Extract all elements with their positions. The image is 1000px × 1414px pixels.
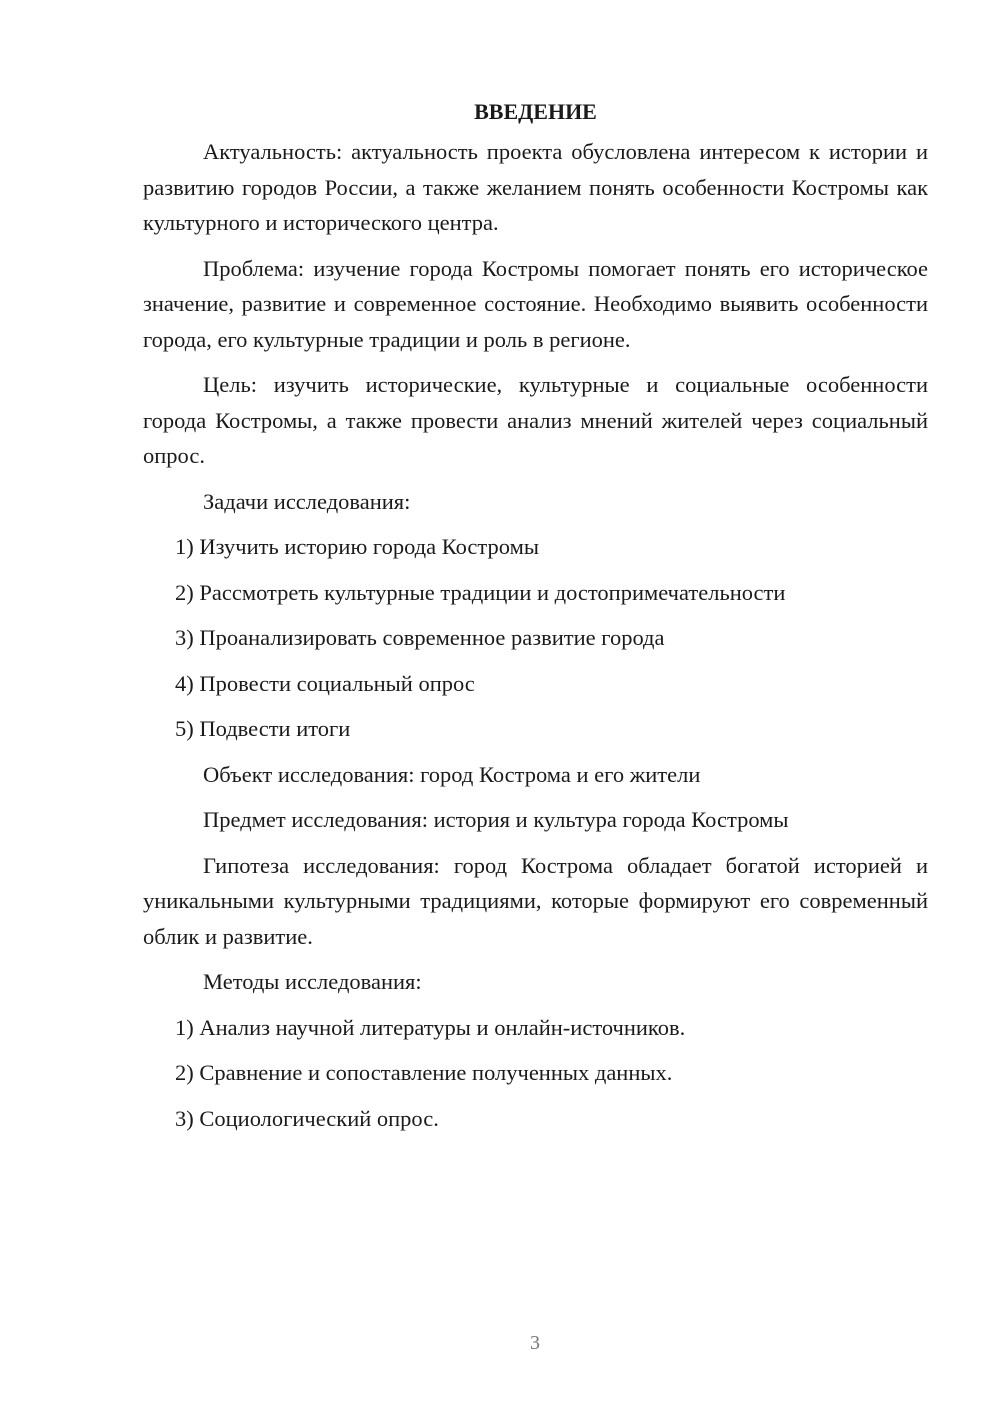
method-item: 3) Социологический опрос. [175, 1105, 439, 1131]
hypothesis-paragraph: Гипотеза исследования: город Кострома обладает богатой историей и уникальными культурными традициями, которые формируют его современный облик и развитие. [143, 852, 928, 949]
methods-heading: Методы исследования: [203, 969, 422, 994]
page-content [143, 94, 928, 1146]
task-item: 4) Провести социальный опрос [175, 670, 475, 696]
tasks-list [143, 529, 928, 747]
tasks-heading: Задачи исследования: [203, 488, 411, 514]
subject-paragraph: Предмет исследования: история и культура города Костромы [203, 807, 789, 832]
task-item: 2) Рассмотреть культурные традиции и достопримечательности [175, 579, 786, 605]
page-number: 3 [530, 1332, 540, 1354]
methods-list [143, 1010, 928, 1137]
task-item: 3) Проанализировать современное развитие города [175, 625, 665, 650]
problem-paragraph: Проблема: изучение города Костромы помогает понять его историческое значение, развитие и современное состояние. Необходимо выявить особенности города, его культурные традиции и роль в регионе. [143, 255, 928, 352]
section-title: ВВЕДЕНИЕ [474, 99, 597, 124]
relevance-paragraph: Актуальность: актуальность проекта обусловлена интересом к истории и развитию городов России, а также желанием понять особенности Костромы как культурного и исторического центра. [143, 139, 928, 235]
task-item: 1) Изучить историю города Костромы [175, 534, 539, 559]
goal-paragraph: Цель: изучить исторические, культурные и социальные особенности города Костромы, а также провести анализ мнений жителей через социальный опрос. [143, 372, 928, 468]
object-paragraph: Объект исследования: город Кострома и его жители [203, 761, 701, 787]
method-item: 2) Сравнение и сопоставление полученных данных. [175, 1060, 673, 1085]
method-item: 1) Анализ научной литературы и онлайн-источников. [175, 1014, 686, 1040]
task-item: 5) Подвести итоги [175, 716, 351, 741]
